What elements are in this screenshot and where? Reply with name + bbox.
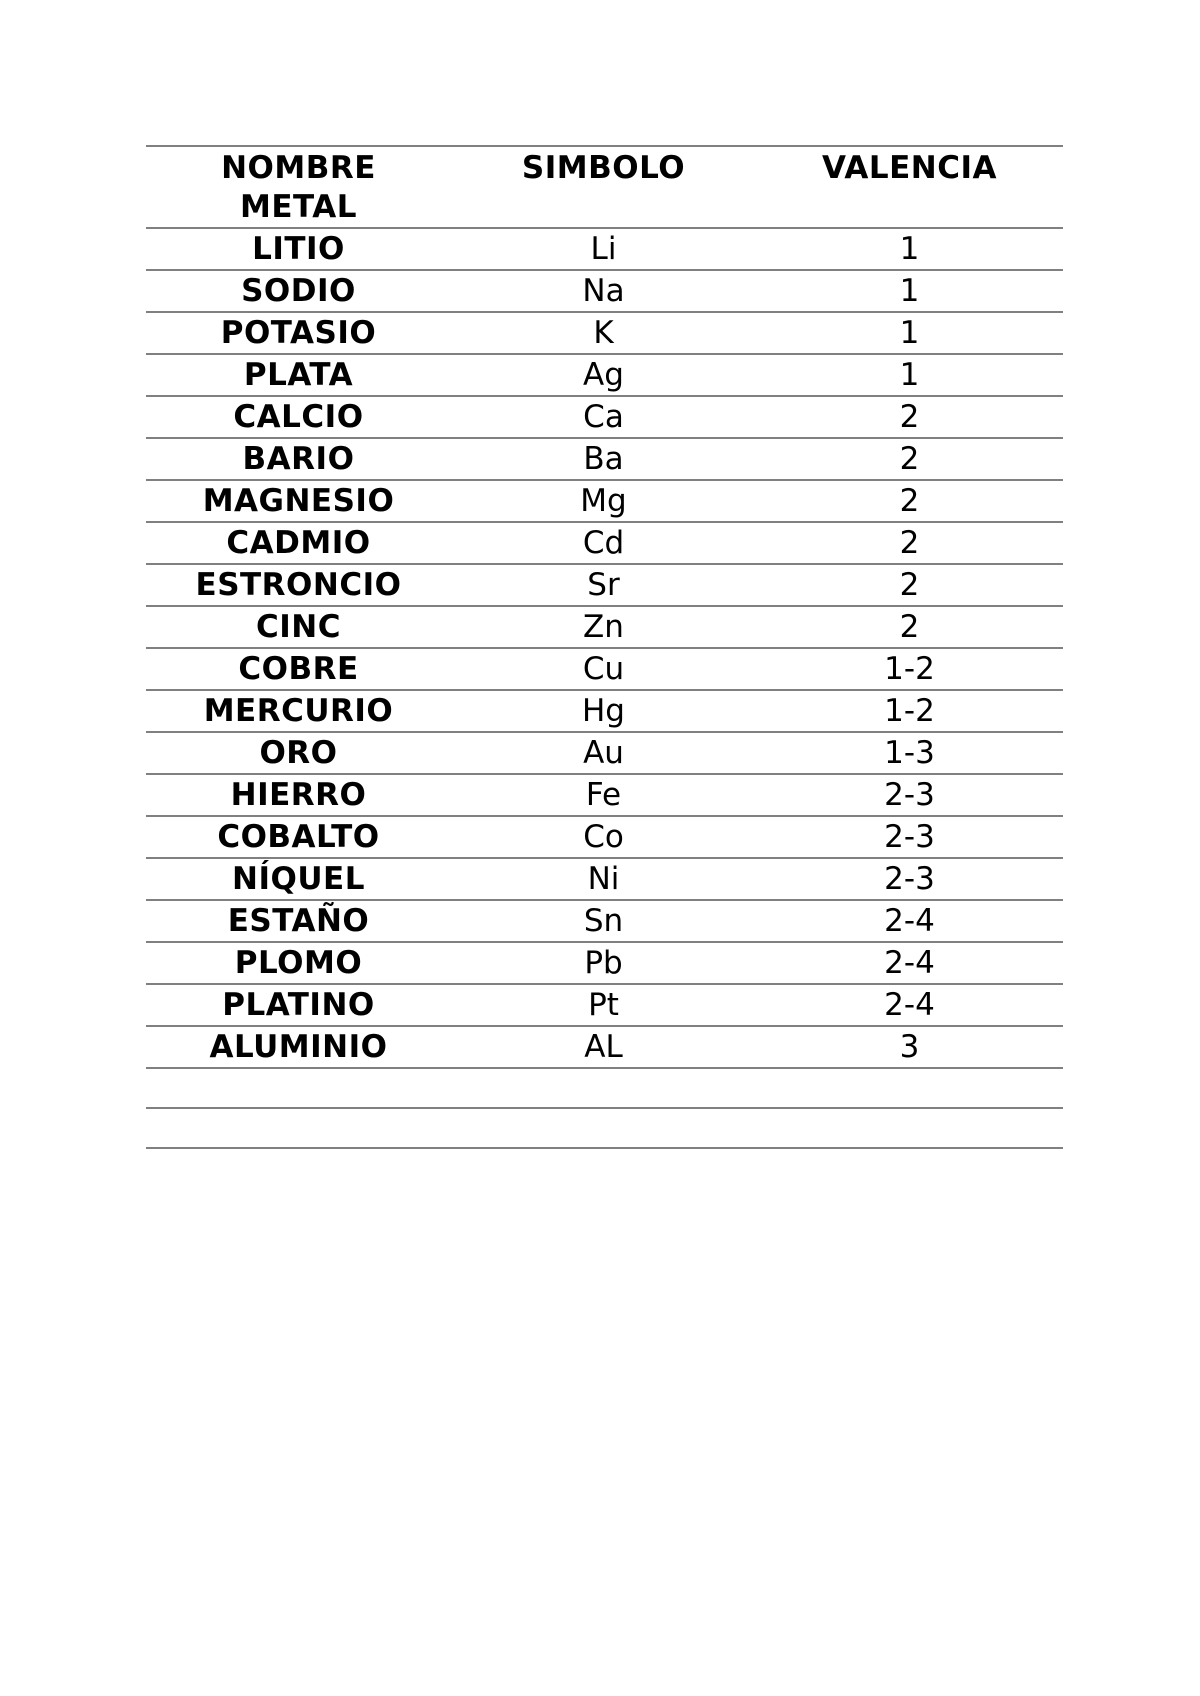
- symbol-cell: Ba: [451, 438, 756, 480]
- metal-name-cell: CINC: [146, 606, 451, 648]
- metal-name-cell: PLOMO: [146, 942, 451, 984]
- table-body: [146, 228, 1063, 1148]
- table-row: [146, 1026, 1063, 1068]
- table-row: [146, 312, 1063, 354]
- valence-cell: 2-3: [756, 774, 1063, 816]
- metal-name-cell: ESTAÑO: [146, 900, 451, 942]
- metal-name-cell: SODIO: [146, 270, 451, 312]
- metal-name-cell: [146, 1068, 451, 1108]
- metal-name-cell: [146, 1108, 451, 1148]
- valence-cell: 2: [756, 438, 1063, 480]
- valence-cell: 1: [756, 312, 1063, 354]
- header-row: [146, 146, 1063, 228]
- metal-name-cell: ORO: [146, 732, 451, 774]
- valence-cell: 1-2: [756, 648, 1063, 690]
- valence-cell: 1-2: [756, 690, 1063, 732]
- table-row: [146, 816, 1063, 858]
- metal-name-cell: CADMIO: [146, 522, 451, 564]
- table-row: [146, 270, 1063, 312]
- table-header: [146, 146, 1063, 228]
- table-row: [146, 858, 1063, 900]
- symbol-cell: Pt: [451, 984, 756, 1026]
- valence-cell: 2: [756, 564, 1063, 606]
- table-row: [146, 522, 1063, 564]
- metal-name-cell: POTASIO: [146, 312, 451, 354]
- header-symbol-label: SIMBOLO: [521, 150, 686, 186]
- header-valence: [756, 146, 1063, 228]
- valence-cell: 2-4: [756, 984, 1063, 1026]
- metal-name-cell: NÍQUEL: [146, 858, 451, 900]
- metal-name-cell: COBRE: [146, 648, 451, 690]
- symbol-cell: [451, 1108, 756, 1148]
- metal-name-cell: COBALTO: [146, 816, 451, 858]
- valence-cell: 2-4: [756, 900, 1063, 942]
- symbol-cell: Au: [451, 732, 756, 774]
- table-row: [146, 732, 1063, 774]
- table-row: [146, 690, 1063, 732]
- symbol-cell: K: [451, 312, 756, 354]
- metal-name-cell: MERCURIO: [146, 690, 451, 732]
- symbol-cell: Na: [451, 270, 756, 312]
- header-symbol: [451, 146, 756, 228]
- metal-name-cell: BARIO: [146, 438, 451, 480]
- symbol-cell: Cu: [451, 648, 756, 690]
- metal-name-cell: PLATINO: [146, 984, 451, 1026]
- symbol-cell: Hg: [451, 690, 756, 732]
- symbol-cell: Pb: [451, 942, 756, 984]
- symbol-cell: Li: [451, 228, 756, 270]
- table-row: [146, 480, 1063, 522]
- table-row: [146, 438, 1063, 480]
- header-metal-name-label: NOMBRE METAL: [221, 150, 376, 225]
- header-valence-label: VALENCIA: [821, 150, 998, 186]
- symbol-cell: AL: [451, 1026, 756, 1068]
- valence-cell: 1: [756, 354, 1063, 396]
- valence-cell: 3: [756, 1026, 1063, 1068]
- symbol-cell: Sr: [451, 564, 756, 606]
- valence-cell: 2-3: [756, 858, 1063, 900]
- symbol-cell: Sn: [451, 900, 756, 942]
- valence-cell: 2-3: [756, 816, 1063, 858]
- metals-table-container: [146, 145, 1063, 1149]
- valence-cell: [756, 1068, 1063, 1108]
- symbol-cell: Fe: [451, 774, 756, 816]
- valence-cell: 2: [756, 396, 1063, 438]
- symbol-cell: Zn: [451, 606, 756, 648]
- symbol-cell: [451, 1068, 756, 1108]
- metal-name-cell: MAGNESIO: [146, 480, 451, 522]
- metal-name-cell: LITIO: [146, 228, 451, 270]
- valence-cell: 1: [756, 228, 1063, 270]
- table-row: [146, 900, 1063, 942]
- symbol-cell: Ca: [451, 396, 756, 438]
- valence-cell: [756, 1108, 1063, 1148]
- table-row: [146, 648, 1063, 690]
- table-row: [146, 354, 1063, 396]
- table-row: [146, 1108, 1063, 1148]
- valence-cell: 2: [756, 480, 1063, 522]
- metal-name-cell: CALCIO: [146, 396, 451, 438]
- symbol-cell: Ni: [451, 858, 756, 900]
- valence-cell: 2-4: [756, 942, 1063, 984]
- table-row: [146, 564, 1063, 606]
- table-row: [146, 1068, 1063, 1108]
- valence-cell: 2: [756, 522, 1063, 564]
- symbol-cell: Cd: [451, 522, 756, 564]
- valence-cell: 1-3: [756, 732, 1063, 774]
- valence-cell: 2: [756, 606, 1063, 648]
- metal-name-cell: PLATA: [146, 354, 451, 396]
- metal-name-cell: ALUMINIO: [146, 1026, 451, 1068]
- table-row: [146, 984, 1063, 1026]
- table-row: [146, 774, 1063, 816]
- header-metal-name: [146, 146, 451, 228]
- symbol-cell: Mg: [451, 480, 756, 522]
- table-row: [146, 942, 1063, 984]
- table-row: [146, 396, 1063, 438]
- metals-valence-table: [146, 145, 1063, 1149]
- symbol-cell: Co: [451, 816, 756, 858]
- table-row: [146, 606, 1063, 648]
- valence-cell: 1: [756, 270, 1063, 312]
- table-row: [146, 228, 1063, 270]
- symbol-cell: Ag: [451, 354, 756, 396]
- metal-name-cell: ESTRONCIO: [146, 564, 451, 606]
- metal-name-cell: HIERRO: [146, 774, 451, 816]
